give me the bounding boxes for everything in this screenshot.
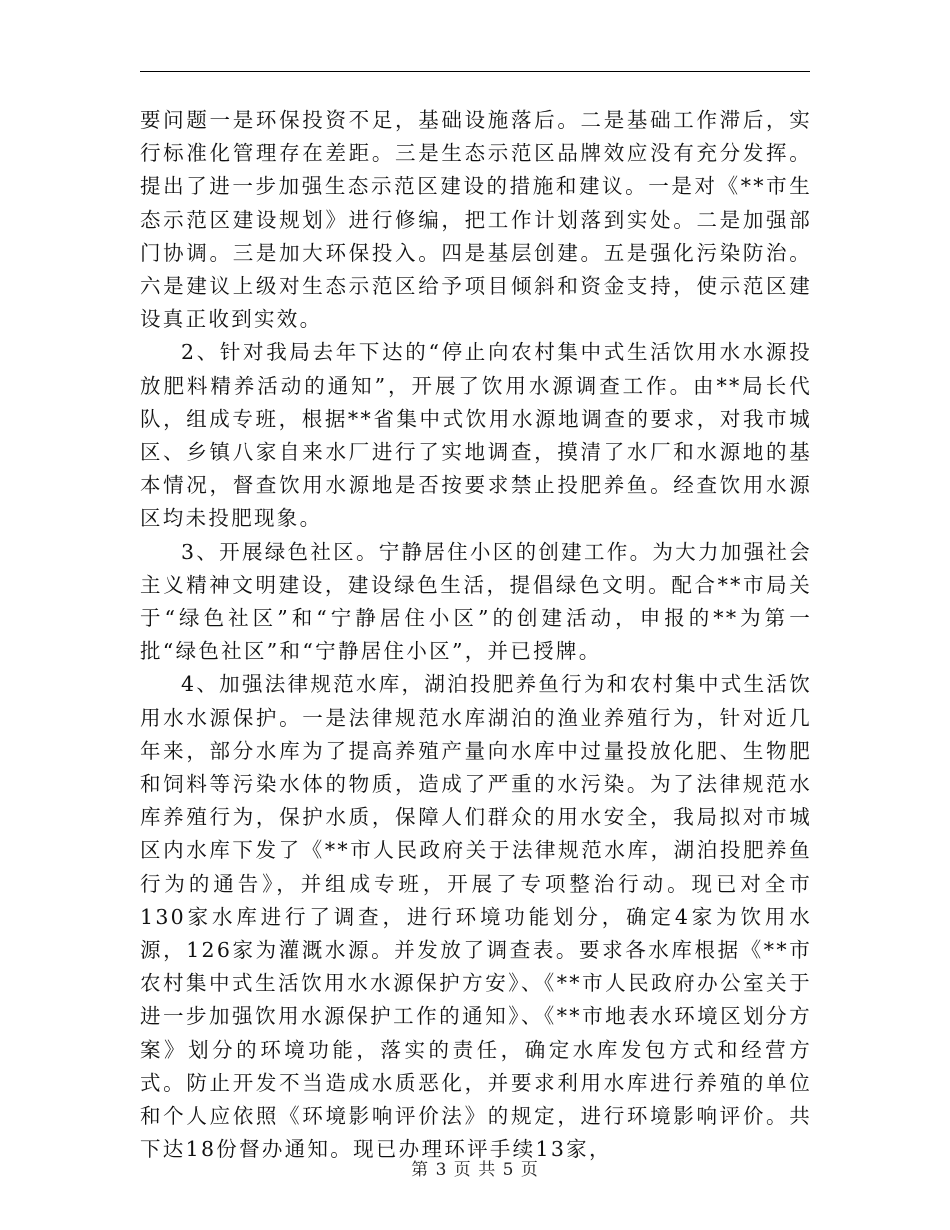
page-number-footer: 第 3 页 共 5 页 [411, 1160, 539, 1180]
paragraph-item-4: 4、加强法律规范水库，湖泊投肥养鱼行为和农村集中式生活饮用水水源保护。一是法律规范水库湖泊的渔业养殖行为，针对近几年来，部分水库为了提高养殖产量向水库中过量投放化肥、生物肥和饲料等污染水体的物质，造成了严重的水污染。为了法律规范水库养殖行为，保护水质，保障人们群众的用水安全，我局拟对市城区内水库下发了《**市人民政府关于法律规范水库，湖泊投肥养鱼行为的通告》，并组成专班，开展了专项整治行动。现已对全市130家水库进行了调查，进行环境功能划分，确定4家为饮用水源，126家为灌溉水源。并发放了调查表。要求各水库根据《**市农村集中式生活饮用水水源保护方安》、《**市人民政府办公室关于进一步加强饮用水源保护工作的通知》、《**市地表水环境区划分方案》划分的环境功能，落实的责任，确定水库发包方式和经营方式。防止开发不当造成水质恶化，并要求利用水库进行养殖的单位和个人应依照《环境影响评价法》的规定，进行环境影响评价。共下达18份督办通知。现已办理环评手续13家， [140, 672, 812, 1162]
paragraph-item-2: 2、针对我局去年下达的“停止向农村集中式生活饮用水水源投放肥料精养活动的通知”，开展了饮用水源调查工作。由**局长代队，组成专班，根据**省集中式饮用水源地调查的要求，对我市城区、乡镇八家自来水厂进行了实地调查，摸清了水厂和水源地的基本情况，督查饮用水源地是否按要求禁止投肥养鱼。经查饮用水源区均未投肥现象。 [140, 340, 812, 531]
paragraph-continuation: 要问题一是环保投资不足，基础设施落后。二是基础工作滞后，实行标准化管理存在差距。三是生态示范区品牌效应没有充分发挥。提出了进一步加强生态示范区建设的措施和建议。一是对《**市生态示范区建设规划》进行修编，把工作计划落到实处。二是加强部门协调。三是加大环保投入。四是基层创建。五是强化污染防治。六是建议上级对生态示范区给予项目倾斜和资金支持，使示范区建设真正收到实效。 [140, 108, 812, 332]
header-rule [140, 71, 810, 72]
document-body [140, 104, 812, 1167]
paragraph-item-3: 3、开展绿色社区。宁静居住小区的创建工作。为大力加强社会主义精神文明建设，建设绿色生活，提倡绿色文明。配合**市局关于“绿色社区”和“宁静居住小区”的创建活动，申报的**为第一批“绿色社区”和“宁静居住小区”，并已授牌。 [140, 539, 812, 664]
